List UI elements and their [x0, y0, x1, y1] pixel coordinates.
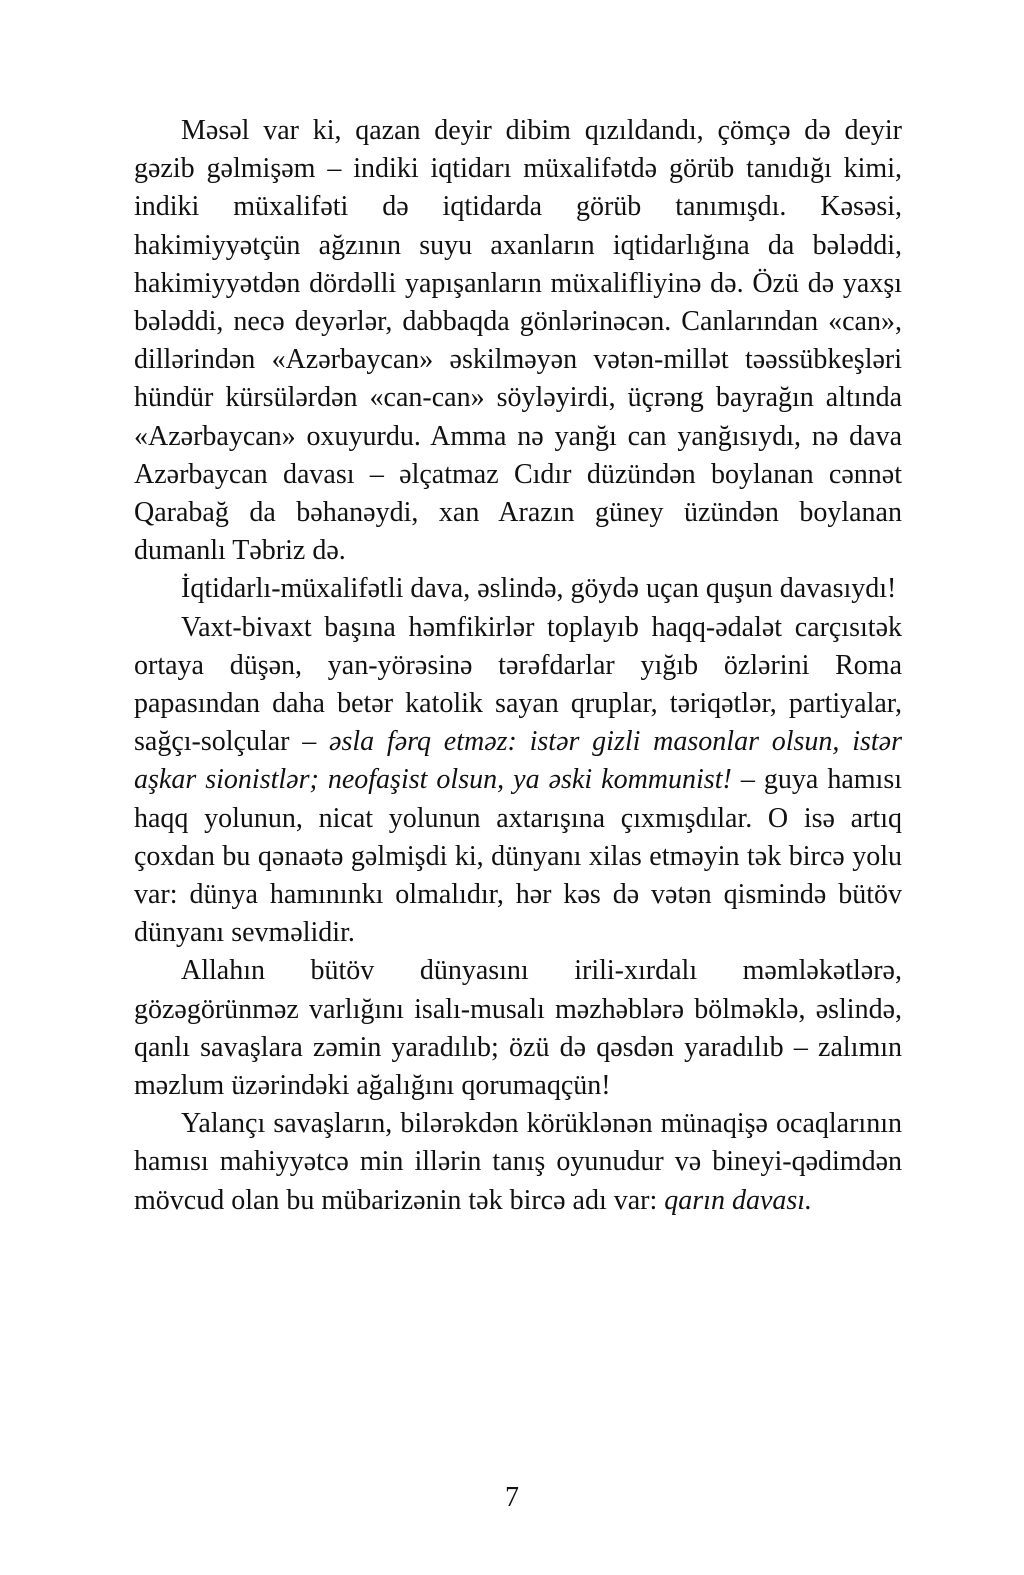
paragraph-3 [134, 609, 902, 953]
paragraph-3-text-end: – guya hamısı haqq yolunun, nicat yolunun axtarışına çıxmışdılar. O isə artıq çoxdan bu qənaətə gəlmişdi ki, dünyanı xilas etməyin tək bircə yolu var: dünya hamınınkı olmalıdır, hər kəs də vətən qismində bütöv dünyanı sevməlidir. [134, 764, 902, 949]
paragraph-2 [134, 570, 902, 608]
page-number: 7 [505, 1482, 519, 1513]
paragraph-4-text: Allahın bütöv dünyasını irili-xırdalı məmləkətlərə, gözəgörünməz varlığını isalı-musalı məzhəblərə bölməklə, əslində, qanlı savaşlara zəmin yaradılıb; özü də qəsdən yaradılıb – zalımın məzlum üzərindəki ağalığını qorumaqçün! [134, 955, 902, 1102]
paragraph-1-text: Məsəl var ki, qazan deyir dibim qızıldandı, çömçə də deyir gəzib gəlmişəm – indiki iqtidarı müxalifətdə görüb tanıdığı kimi, indiki müxalifəti də iqtidarda görüb tanımışdı. Kəsəsi, hakimiyyətçün ağzının suyu axanların iqtidarlığına da bələddi, hakimiyyətdən dördəlli yapışanların müxalifliyinə də. Özü də yaxşı bələddi, necə deyərlər, dabbaqda gönlərinəcən. Canlarından «can», dillərindən «Azərbaycan» əskilməyən vətən-millət təəssübkeşləri hündür kürsülərdən «can-can» söyləyirdi, üçrəng bayrağın altında «Azərbaycan» oxuyurdu. Amma nə yanğı can yanğısıydı, nə dava Azərbaycan davası – əlçatmaz Cıdır düzündən boylanan cənnət Qarabağ da bəhanəydi, xan Arazın güney üzündən boylanan dumanlı Təbriz də. [134, 115, 902, 567]
paragraph-3-text-start: Vaxt-bivaxt başına həmfikirlər toplayıb haqq-ədalət carçısıtək ortaya düşən, yan-yörəsinə tərəfdarlar yığıb özlərini Roma papasından daha betər katolik sayan qruplar, təriqətlər, partiyalar, sağçı-solçular – [134, 611, 902, 758]
paragraph-5-text-start: Yalançı savaşların, bilərəkdən körüklənən münaqişə ocaqlarının hamısı mahiyyətcə min illərin tanış oyunudur və bineyi-qədimdən mövcud olan bu mübarizənin tək bircə adı var: [134, 1108, 902, 1216]
paragraph-3-italic-text: əsla fərq etməz: istər gizli masonlar olsun, istər aşkar sionistlər; neofaşist olsun, ya əski kommunist! [134, 726, 902, 796]
paragraph-5-italic-text: qarın davası. [664, 1184, 813, 1216]
paragraph-5 [134, 1105, 902, 1220]
paragraph-1 [134, 112, 902, 570]
page-body [134, 112, 902, 1220]
paragraph-2-text: İqtidarlı-müxalifətli dava, əslində, göydə uçan quşun davasıydı! [181, 573, 897, 605]
paragraph-4 [134, 952, 902, 1105]
